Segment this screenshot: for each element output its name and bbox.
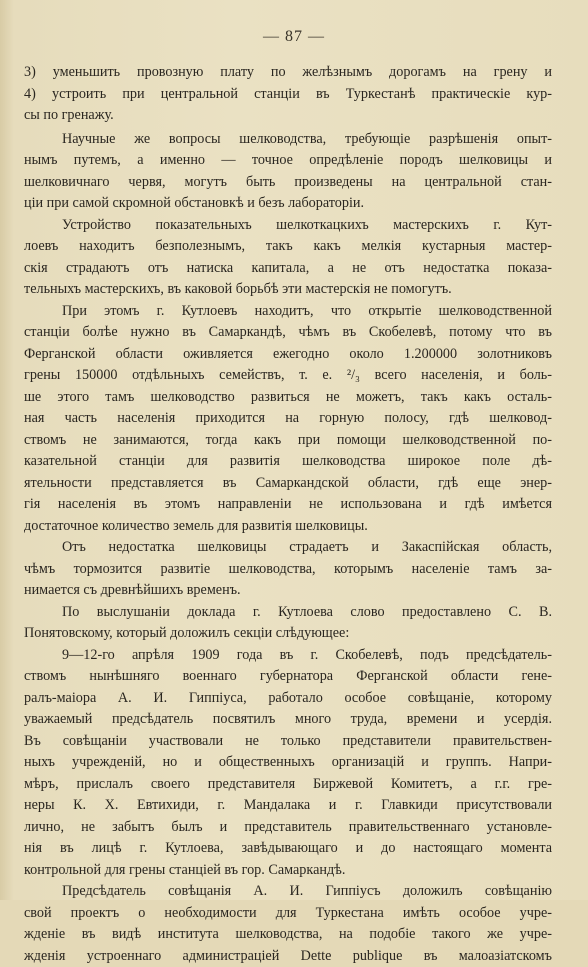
text-line: 4) устроить при центральной станціи въ Туркестанѣ практическіе кур-	[24, 84, 552, 106]
text-line: ная часть населенія приходится на горную полосу, гдѣ шелковод-	[24, 408, 552, 430]
text-line: лоевъ находитъ безполезнымъ, такъ какъ мелкія кустарныя мастер-	[24, 236, 552, 258]
text-line: Устройство показательныхъ шелкоткацкихъ мастерскихъ г. Кут-	[24, 215, 552, 237]
text-line: жденія устроеннаго администраціей Dette publique въ малоазіатскомъ	[24, 946, 552, 967]
text-line: уважаемый предсѣдатель посвятилъ много труда, времени и усердія.	[24, 709, 552, 731]
text-line: ныхъ учрежденій, но и общественныхъ организацій и группъ. Напри-	[24, 752, 552, 774]
text-line: По выслушаніи доклада г. Кутлоева слово предоставлено С. В.	[24, 602, 552, 624]
text-line: нымъ путемъ, а именно — точное опредѣленіе породъ шелковицы и	[24, 150, 552, 172]
text-line: тельныхъ мастерскихъ, въ каковой борьбѣ эти мастерскія не помогутъ.	[24, 279, 552, 301]
text-line: Ферганской области оживляется ежегодно около 1.200000 золотниковъ	[24, 344, 552, 366]
text-line: Понятовскому, который доложилъ секціи слѣдующее:	[24, 623, 552, 645]
text-line: грены 150000 отдѣльныхъ семействъ, т. е. ²/₃ всего населенія, и боль-	[24, 365, 552, 387]
text-line: гія населенія въ этомъ направленіи не использована и гдѣ имѣется	[24, 494, 552, 516]
text-line: При этомъ г. Кутлоевъ находитъ, что открытіе шелководственной	[24, 301, 552, 323]
page-number: — 87 —	[0, 28, 588, 46]
text-line: Предсѣдатель совѣщанія А. И. Гиппіусъ доложилъ совѣщанію	[24, 881, 552, 903]
text-line: 9—12-го апрѣля 1909 года въ г. Скобелевѣ, подъ предсѣдатель-	[24, 645, 552, 667]
paragraph	[24, 215, 552, 301]
text-line: жденіе въ видѣ института шелководства, на подобіе такого же учре-	[24, 924, 552, 946]
text-line: лично, не забытъ былъ и представитель правительственнаго установле-	[24, 817, 552, 839]
text-line: станціи болѣе нужно въ Самаркандѣ, чѣмъ въ Скобелевѣ, потому что въ	[24, 322, 552, 344]
text-line: нимается съ древнѣйшихъ временъ.	[24, 580, 552, 602]
text-line: ятельности представляется въ Самаркандской области, гдѣ еще энер-	[24, 473, 552, 495]
text-line: нія въ лицѣ г. Кутлоева, завѣдывающаго и до настоящаго момента	[24, 838, 552, 860]
text-line: 3) уменьшить провозную плату по желѣзнымъ дорогамъ на грену и	[24, 62, 552, 84]
text-line: Въ совѣщаніи участвовали не только представители правительствен-	[24, 731, 552, 753]
text-line: неры К. Х. Евтихиди, г. Мандалака и г. Главкиди присутствовали	[24, 795, 552, 817]
text-line: ствомъ не занимаются, тогда какъ при помощи шелководственной по-	[24, 430, 552, 452]
text-line: ствомъ нынѣшняго военнаго губернатора Ферганской области гене-	[24, 666, 552, 688]
text-line: ціи при самой скромной обстановкѣ и безъ лабораторіи.	[24, 193, 552, 215]
text-line: сы по гренажу.	[24, 105, 552, 127]
text-line: ше этого тамъ шелководство развиться не можетъ, такъ какъ осталь-	[24, 387, 552, 409]
paragraph	[24, 537, 552, 602]
text-line: ралъ-маіора А. И. Гиппіуса, работало особое совѣщаніе, которому	[24, 688, 552, 710]
text-line: достаточное количество земель для развитія шелковицы.	[24, 516, 552, 538]
paragraph	[24, 602, 552, 645]
text-line: контрольной для грены станціей въ гор. Самаркандѣ.	[24, 860, 552, 882]
text-line: скія страдаютъ отъ натиска капитала, а не отъ недостатка показа-	[24, 258, 552, 280]
paragraph	[24, 645, 552, 882]
text-line: Отъ недостатка шелковицы страдаетъ и Закаспійская область,	[24, 537, 552, 559]
paragraph	[24, 881, 552, 967]
paragraph	[24, 129, 552, 215]
text-line: мѣръ, прислалъ своего представителя Биржевой Комитетъ, а г.г. гре-	[24, 774, 552, 796]
body-text	[24, 62, 552, 967]
paragraph	[24, 301, 552, 538]
text-line: Научные же вопросы шелководства, требующіе разрѣшенія опыт-	[24, 129, 552, 151]
text-line: шелковичнаго червя, могутъ быть произведены на центральной стан-	[24, 172, 552, 194]
paragraph	[24, 62, 552, 127]
text-line: чѣмъ тормозится развитіе шелководства, которымъ населеніе тамъ за-	[24, 559, 552, 581]
text-line: казательной станціи для развитія шелководства широкое поле дѣ-	[24, 451, 552, 473]
text-line: свой проектъ о необходимости для Туркестана имѣть особое учре-	[24, 903, 552, 925]
